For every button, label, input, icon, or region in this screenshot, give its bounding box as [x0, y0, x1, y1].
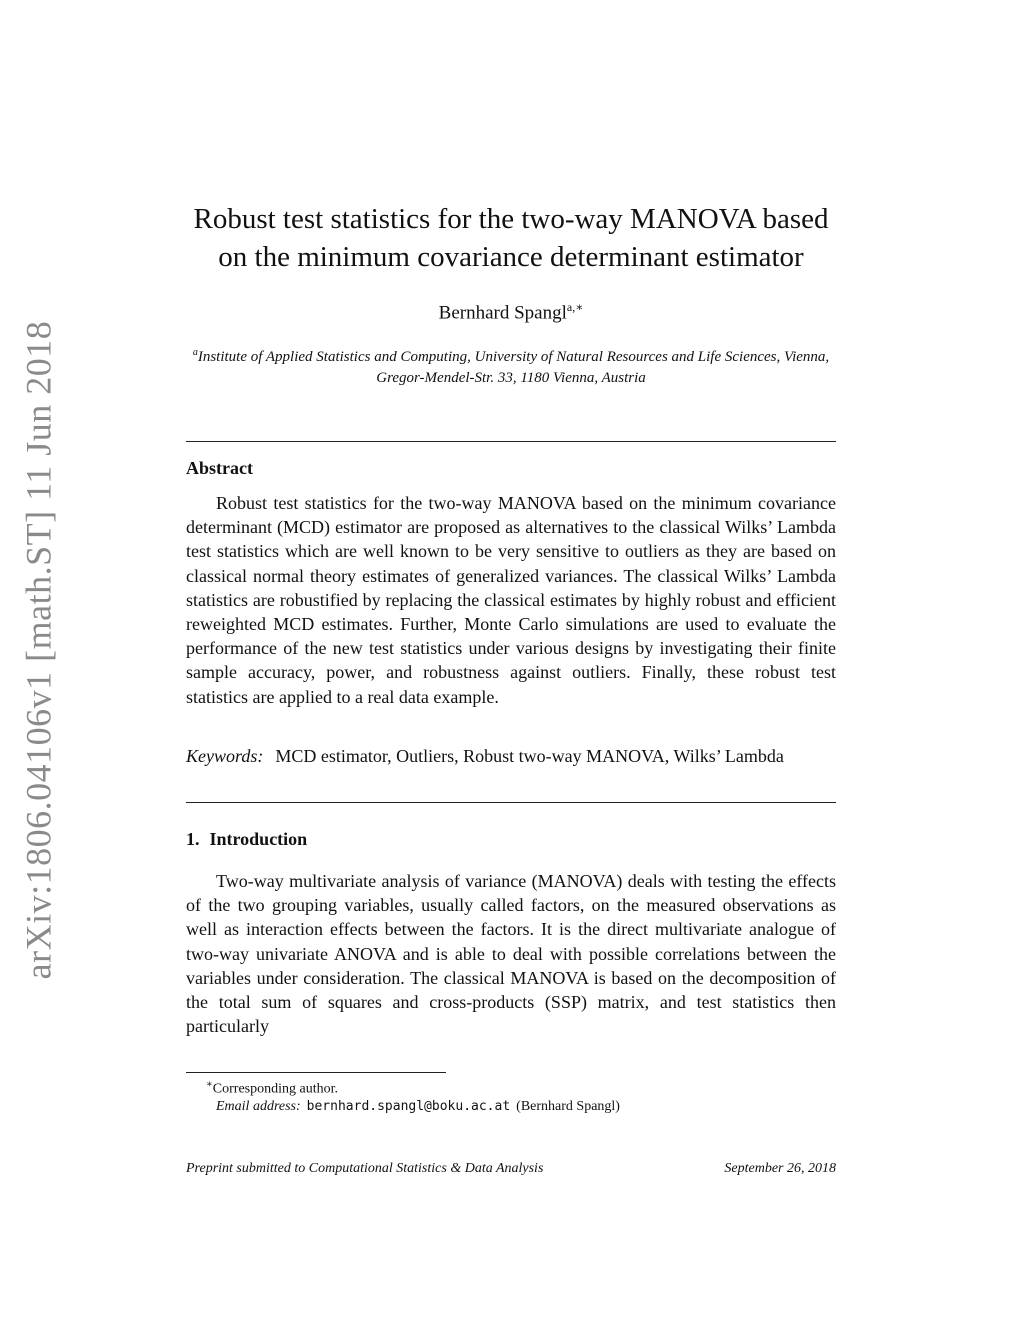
- section-number: 1.: [186, 829, 200, 849]
- keywords-text: MCD estimator, Outliers, Robust two-way MANOVA, Wilks’ Lambda: [275, 746, 784, 766]
- author-line: [186, 300, 836, 324]
- footnote-corresponding-text: Corresponding author.: [212, 1081, 339, 1097]
- email-label: Email address:: [216, 1099, 301, 1114]
- keywords-label: Keywords:: [186, 746, 264, 766]
- footnote-email: [216, 1097, 866, 1117]
- footnote-mark: ∗: [206, 1079, 213, 1090]
- section-heading: [186, 829, 307, 850]
- arxiv-stamp: [8, 320, 68, 980]
- affiliation-mark: a: [192, 347, 198, 358]
- preprint-footer: [186, 1161, 836, 1177]
- section-title: Introduction: [209, 829, 308, 849]
- preprint-date: September 26, 2018: [724, 1161, 836, 1176]
- affiliation-text: Institute of Applied Statistics and Computing, University of Natural Resources and Life Sciences, Vienna, Gregor-Mendel-Str. 33, 1180 Vienna, Austria: [197, 349, 830, 386]
- arxiv-id: arXiv:1806.04106v1 [math.ST] 11 Jun 2018: [18, 320, 58, 980]
- affiliation: [186, 342, 836, 389]
- author-marks: a,∗: [566, 300, 584, 314]
- abstract-top-rule: [186, 441, 836, 442]
- footnote-corresponding: [206, 1075, 856, 1100]
- email-link[interactable]: bernhard.spangl@boku.ac.at: [306, 1099, 511, 1114]
- abstract-heading: Abstract: [186, 458, 253, 478]
- abstract-text: Robust test statistics for the two-way MANOVA based on the minimum covariance determinant (MCD) estimator are proposed as alternatives to the classical Wilks’ Lambda test statistics which are well known to be very sensitive to outliers as they are based on classical normal theory estimates of generalized variances. The classical Wilks’ Lambda statistics are robustified by replacing the classical estimates by highly robust and efficient reweighted MCD estimates. Further, Monte Carlo simulations are used to evaluate the performance of the new test statistics under various designs by investigating their finite sample accuracy, power, and robustness against outliers. Finally, these robust test statistics are applied to a real data example.: [186, 493, 836, 707]
- abstract-bottom-rule: [186, 802, 836, 803]
- email-owner: (Bernhard Spangl): [516, 1099, 620, 1114]
- paper-title: Robust test statistics for the two-way MANOVA based on the minimum covariance determinant estimator: [193, 203, 829, 273]
- footnote-rule: [186, 1072, 446, 1073]
- preprint-journal: Preprint submitted to Computational Statistics & Data Analysis: [186, 1161, 544, 1176]
- keywords: [186, 744, 836, 768]
- author-name: Bernhard Spangl: [438, 302, 567, 324]
- introduction-text: Two-way multivariate analysis of variance (MANOVA) deals with testing the effects of the two grouping variables, usually called factors, on the measured observations as well as interaction effects between the factors. It is the direct multivariate analogue of two-way univariate ANOVA and is able to deal with possible correlations between the variables under consideration. The classical MANOVA is based on the decomposition of the total sum of squares and cross-products (SSP) matrix, and test statistics then particularly: [186, 871, 836, 1037]
